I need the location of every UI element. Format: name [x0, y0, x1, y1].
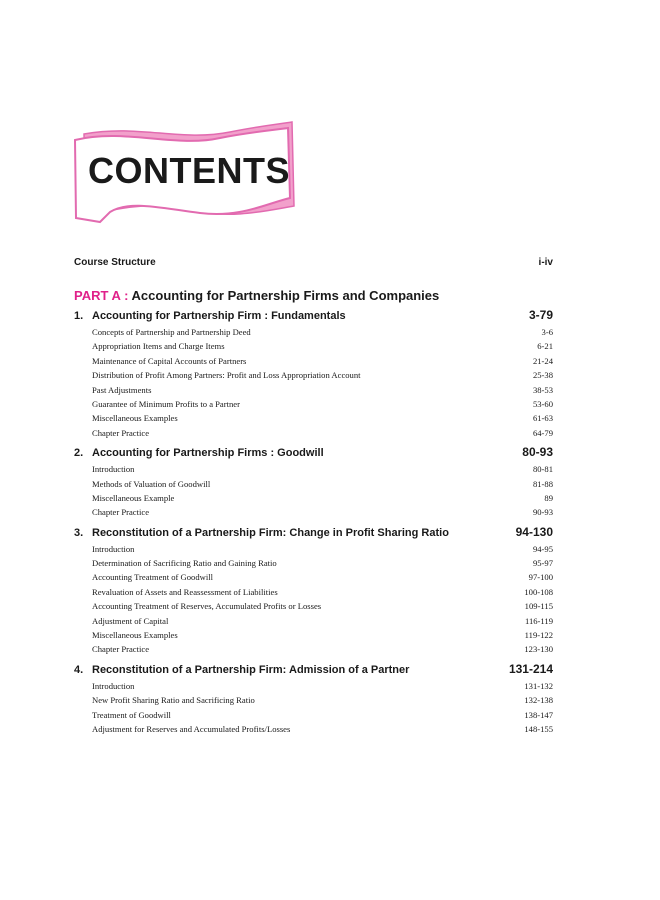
part-heading	[74, 288, 439, 303]
topic-pages: 89	[544, 492, 553, 503]
topic-label: Chapter Practice	[92, 507, 150, 518]
topic-label: Introduction	[92, 680, 135, 691]
topic-label: Accounting Treatment of Goodwill	[92, 572, 214, 583]
topic-pages: 64-79	[532, 427, 553, 438]
chapter-title-wrap	[74, 664, 409, 676]
topic-pages: 6-21	[537, 341, 553, 352]
chapter-pages: 3-79	[528, 308, 553, 322]
topic-label: Maintenance of Capital Accounts of Partners	[92, 355, 247, 366]
topic-row[interactable]	[74, 542, 553, 556]
topic-row[interactable]	[74, 556, 553, 570]
topic-row[interactable]	[74, 614, 553, 628]
topic-label: Chapter Practice	[92, 427, 150, 438]
topic-pages: 80-81	[532, 464, 553, 475]
topic-label: Adjustment for Reserves and Accumulated Profits/Losses	[92, 723, 291, 734]
topic-label: Determination of Sacrificing Ratio and Gaining Ratio	[92, 558, 277, 569]
topic-pages: 61-63	[532, 413, 553, 424]
topic-pages: 25-38	[532, 370, 553, 381]
course-structure-pages: i-iv	[538, 257, 553, 268]
topic-row[interactable]	[74, 693, 553, 707]
topic-row[interactable]	[74, 679, 553, 693]
topic-pages: 119-122	[524, 630, 553, 641]
topic-pages: 95-97	[532, 558, 553, 569]
topic-label: Appropriation Items and Charge Items	[92, 341, 225, 352]
topic-label: Miscellaneous Examples	[92, 413, 178, 424]
chapter-list	[74, 308, 553, 741]
topic-row[interactable]	[74, 708, 553, 722]
topic-row[interactable]	[74, 339, 553, 353]
chapter-heading[interactable]	[74, 525, 553, 542]
chapter-title: Reconstitution of a Partnership Firm: Change in Profit Sharing Ratio	[92, 526, 449, 539]
topic-row[interactable]	[74, 505, 553, 519]
chapter-1	[74, 308, 553, 440]
chapter-number: 4.	[74, 663, 84, 676]
topic-label: Guarantee of Minimum Profits to a Partner	[92, 398, 240, 409]
page-title: CONTENTS	[88, 150, 290, 191]
topic-row[interactable]	[74, 462, 553, 476]
topic-label: Accounting Treatment of Reserves, Accumulated Profits or Losses	[92, 601, 322, 612]
topic-pages: 132-138	[524, 695, 553, 706]
chapter-pages: 131-214	[508, 661, 553, 676]
topic-label: Adjustment of Capital	[92, 615, 169, 626]
topic-row[interactable]	[74, 477, 553, 491]
chapter-title: Reconstitution of a Partnership Firm: Admission of a Partner	[92, 663, 410, 676]
topic-row[interactable]	[74, 397, 553, 411]
chapter-heading[interactable]	[74, 308, 553, 325]
chapter-number: 3.	[74, 526, 84, 539]
topic-pages: 97-100	[528, 572, 553, 583]
part-prefix: PART A :	[74, 288, 129, 303]
topic-row[interactable]	[74, 368, 553, 382]
topic-pages: 3-6	[541, 327, 553, 337]
topic-row[interactable]	[74, 585, 553, 599]
topic-label: Miscellaneous Examples	[92, 630, 178, 641]
topic-row[interactable]	[74, 570, 553, 584]
topic-pages: 38-53	[532, 384, 553, 395]
topic-pages: 94-95	[532, 543, 553, 554]
topic-pages: 100-108	[524, 586, 553, 597]
topic-pages: 123-130	[524, 644, 553, 655]
topic-pages: 53-60	[532, 398, 553, 409]
chapter-title-wrap	[74, 310, 346, 322]
topic-row[interactable]	[74, 354, 553, 368]
topic-pages: 138-147	[524, 709, 553, 720]
topic-pages: 131-132	[524, 680, 553, 691]
chapter-heading[interactable]	[74, 445, 553, 462]
topic-row[interactable]	[74, 383, 553, 397]
course-structure-row[interactable]	[74, 257, 553, 268]
topic-label: Introduction	[92, 464, 135, 475]
topic-label: Introduction	[92, 543, 135, 554]
topic-label: New Profit Sharing Ratio and Sacrificing Ratio	[92, 695, 255, 706]
topic-label: Treatment of Goodwill	[92, 709, 171, 720]
topic-pages: 90-93	[532, 507, 553, 518]
part-title: Accounting for Partnership Firms and Companies	[131, 288, 440, 303]
topic-row[interactable]	[74, 426, 553, 440]
topic-row[interactable]	[74, 599, 553, 613]
chapter-title-wrap	[74, 447, 324, 459]
chapter-number: 2.	[74, 447, 84, 460]
chapter-title: Accounting for Partnership Firm : Fundamentals	[92, 310, 346, 322]
topic-label: Miscellaneous Example	[92, 492, 175, 503]
chapter-3	[74, 525, 553, 657]
topic-label: Past Adjustments	[92, 384, 152, 395]
chapter-title-wrap	[74, 527, 449, 539]
topic-label: Concepts of Partnership and Partnership Deed	[92, 327, 251, 337]
topic-pages: 81-88	[532, 478, 553, 489]
topic-row[interactable]	[74, 491, 553, 505]
chapter-pages: 94-130	[515, 524, 553, 539]
topic-row[interactable]	[74, 642, 553, 656]
topic-label: Methods of Valuation of Goodwill	[92, 478, 211, 489]
topic-label: Revaluation of Assets and Reassessment of Liabilities	[92, 586, 278, 597]
chapter-title: Accounting for Partnership Firms : Goodwill	[92, 447, 324, 460]
topic-row[interactable]	[74, 411, 553, 425]
topic-pages: 116-119	[524, 615, 553, 626]
chapter-heading[interactable]	[74, 662, 553, 679]
topic-pages: 109-115	[524, 601, 553, 612]
topic-row[interactable]	[74, 722, 553, 736]
topic-label: Distribution of Profit Among Partners: Profit and Loss Appropriation Account	[92, 370, 361, 381]
topic-row[interactable]	[74, 325, 553, 339]
chapter-number: 1.	[74, 310, 84, 322]
topic-pages: 21-24	[532, 355, 553, 366]
topic-row[interactable]	[74, 628, 553, 642]
topic-pages: 148-155	[524, 723, 553, 734]
chapter-4	[74, 662, 553, 737]
chapter-2	[74, 445, 553, 520]
course-structure-label: Course Structure	[74, 257, 156, 268]
chapter-pages: 80-93	[522, 445, 553, 460]
topic-label: Chapter Practice	[92, 644, 150, 655]
